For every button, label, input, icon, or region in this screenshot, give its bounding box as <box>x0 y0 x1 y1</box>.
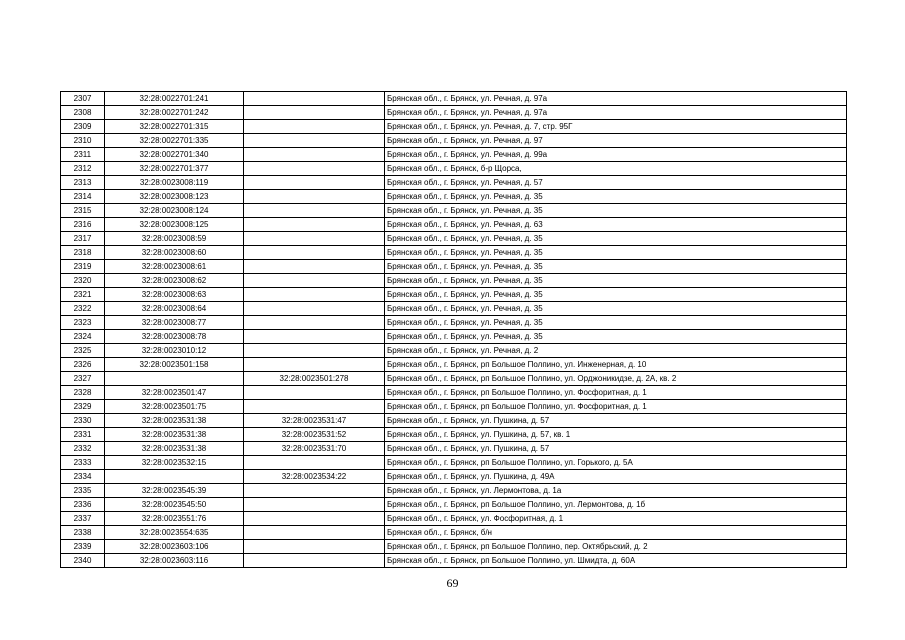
table-row <box>61 148 847 162</box>
row-number-cell: 2315 <box>61 204 105 218</box>
cadastral-number-cell: 32:28:0023545:39 <box>105 484 244 498</box>
cadastral-number-cell: 32:28:0023551:76 <box>105 512 244 526</box>
row-number-cell: 2323 <box>61 316 105 330</box>
secondary-cadastral-number-cell <box>244 148 385 162</box>
table-row <box>61 260 847 274</box>
address-cell: Брянская обл., г. Брянск, ул. Пушкина, д. 57 <box>385 414 847 428</box>
table-row <box>61 106 847 120</box>
secondary-cadastral-number-cell <box>244 526 385 540</box>
cadastral-number-cell: 32:28:0023008:61 <box>105 260 244 274</box>
row-number-cell: 2319 <box>61 260 105 274</box>
row-number-cell: 2335 <box>61 484 105 498</box>
cadastral-number-cell: 32:28:0023008:78 <box>105 330 244 344</box>
address-cell: Брянская обл., г. Брянск, ул. Речная, д. 35 <box>385 274 847 288</box>
secondary-cadastral-number-cell <box>244 386 385 400</box>
secondary-cadastral-number-cell <box>244 246 385 260</box>
table-row <box>61 176 847 190</box>
row-number-cell: 2313 <box>61 176 105 190</box>
table-row <box>61 526 847 540</box>
row-number-cell: 2331 <box>61 428 105 442</box>
address-cell: Брянская обл., г. Брянск, ул. Речная, д. 35 <box>385 330 847 344</box>
secondary-cadastral-number-cell <box>244 344 385 358</box>
address-cell: Брянская обл., г. Брянск, ул. Речная, д. 57 <box>385 176 847 190</box>
address-cell: Брянская обл., г. Брянск, рп Большое Полпино, ул. Фосфоритная, д. 1 <box>385 386 847 400</box>
address-cell: Брянская обл., г. Брянск, ул. Речная, д. 35 <box>385 302 847 316</box>
cadastral-number-cell: 32:28:0023008:125 <box>105 218 244 232</box>
secondary-cadastral-number-cell <box>244 540 385 554</box>
cadastral-number-cell: 32:28:0023554:635 <box>105 526 244 540</box>
secondary-cadastral-number-cell <box>244 288 385 302</box>
cadastral-number-cell: 32:28:0023008:77 <box>105 316 244 330</box>
table-row <box>61 498 847 512</box>
cadastral-number-cell: 32:28:0023008:124 <box>105 204 244 218</box>
table-row <box>61 414 847 428</box>
cadastral-number-cell: 32:28:0023008:60 <box>105 246 244 260</box>
row-number-cell: 2321 <box>61 288 105 302</box>
secondary-cadastral-number-cell <box>244 554 385 568</box>
secondary-cadastral-number-cell <box>244 190 385 204</box>
address-cell: Брянская обл., г. Брянск, ул. Пушкина, д. 57, кв. 1 <box>385 428 847 442</box>
cadastral-number-cell: 32:28:0023501:47 <box>105 386 244 400</box>
row-number-cell: 2329 <box>61 400 105 414</box>
cadastral-number-cell: 32:28:0023008:59 <box>105 232 244 246</box>
table-row <box>61 470 847 484</box>
row-number-cell: 2337 <box>61 512 105 526</box>
secondary-cadastral-number-cell <box>244 106 385 120</box>
cadastral-number-cell: 32:28:0023531:38 <box>105 414 244 428</box>
row-number-cell: 2332 <box>61 442 105 456</box>
table-row <box>61 456 847 470</box>
table-row <box>61 554 847 568</box>
address-cell: Брянская обл., г. Брянск, ул. Речная, д. 7, стр. 95Г <box>385 120 847 134</box>
address-cell: Брянская обл., г. Брянск, рп Большое Полпино, ул. Горького, д. 5А <box>385 456 847 470</box>
secondary-cadastral-number-cell <box>244 204 385 218</box>
cadastral-number-cell: 32:28:0022701:315 <box>105 120 244 134</box>
table-row <box>61 512 847 526</box>
secondary-cadastral-number-cell <box>244 260 385 274</box>
table-row <box>61 288 847 302</box>
address-cell: Брянская обл., г. Брянск, ул. Речная, д. 97а <box>385 92 847 106</box>
table-row <box>61 218 847 232</box>
table-row <box>61 120 847 134</box>
cadastral-number-cell: 32:28:0022701:340 <box>105 148 244 162</box>
row-number-cell: 2340 <box>61 554 105 568</box>
cadastral-number-cell: 32:28:0023545:50 <box>105 498 244 512</box>
address-cell: Брянская обл., г. Брянск, б-р Щорса, <box>385 162 847 176</box>
table-row <box>61 442 847 456</box>
row-number-cell: 2307 <box>61 92 105 106</box>
row-number-cell: 2309 <box>61 120 105 134</box>
cadastral-number-cell: 32:28:0023532:15 <box>105 456 244 470</box>
table-row <box>61 162 847 176</box>
table-row <box>61 372 847 386</box>
row-number-cell: 2334 <box>61 470 105 484</box>
secondary-cadastral-number-cell <box>244 134 385 148</box>
table-body <box>61 92 847 568</box>
row-number-cell: 2327 <box>61 372 105 386</box>
address-cell: Брянская обл., г. Брянск, рп Большое Полпино, ул. Фосфоритная, д. 1 <box>385 400 847 414</box>
address-cell: Брянская обл., г. Брянск, ул. Фосфоритная, д. 1 <box>385 512 847 526</box>
address-cell: Брянская обл., г. Брянск, ул. Речная, д. 99а <box>385 148 847 162</box>
table-row <box>61 246 847 260</box>
secondary-cadastral-number-cell: 32:28:0023531:52 <box>244 428 385 442</box>
cadastral-number-cell: 32:28:0023008:63 <box>105 288 244 302</box>
cadastral-number-cell: 32:28:0022701:377 <box>105 162 244 176</box>
cadastral-number-cell: 32:28:0023008:62 <box>105 274 244 288</box>
address-cell: Брянская обл., г. Брянск, ул. Речная, д. 97 <box>385 134 847 148</box>
secondary-cadastral-number-cell <box>244 120 385 134</box>
address-cell: Брянская обл., г. Брянск, ул. Речная, д. 35 <box>385 204 847 218</box>
table-row <box>61 316 847 330</box>
cadastral-number-cell: 32:28:0022701:335 <box>105 134 244 148</box>
table-row <box>61 540 847 554</box>
row-number-cell: 2333 <box>61 456 105 470</box>
row-number-cell: 2317 <box>61 232 105 246</box>
address-cell: Брянская обл., г. Брянск, рп Большое Полпино, пер. Октябрьский, д. 2 <box>385 540 847 554</box>
secondary-cadastral-number-cell: 32:28:0023531:47 <box>244 414 385 428</box>
row-number-cell: 2336 <box>61 498 105 512</box>
secondary-cadastral-number-cell <box>244 274 385 288</box>
cadastral-number-cell: 32:28:0023531:38 <box>105 428 244 442</box>
cadastral-number-cell: 32:28:0023501:158 <box>105 358 244 372</box>
address-cell: Брянская обл., г. Брянск, рп Большое Полпино, ул. Инженерная, д. 10 <box>385 358 847 372</box>
secondary-cadastral-number-cell: 32:28:0023501:278 <box>244 372 385 386</box>
table-row <box>61 232 847 246</box>
row-number-cell: 2312 <box>61 162 105 176</box>
table-row <box>61 386 847 400</box>
row-number-cell: 2339 <box>61 540 105 554</box>
cadastral-number-cell: 32:28:0023008:64 <box>105 302 244 316</box>
address-cell: Брянская обл., г. Брянск, ул. Речная, д. 35 <box>385 316 847 330</box>
secondary-cadastral-number-cell <box>244 498 385 512</box>
cadastral-number-cell: 32:28:0023008:119 <box>105 176 244 190</box>
row-number-cell: 2330 <box>61 414 105 428</box>
address-cell: Брянская обл., г. Брянск, ул. Речная, д. 63 <box>385 218 847 232</box>
row-number-cell: 2324 <box>61 330 105 344</box>
address-cell: Брянская обл., г. Брянск, ул. Пушкина, д. 57 <box>385 442 847 456</box>
secondary-cadastral-number-cell <box>244 162 385 176</box>
address-cell: Брянская обл., г. Брянск, ул. Речная, д. 35 <box>385 232 847 246</box>
address-cell: Брянская обл., г. Брянск, ул. Речная, д. 35 <box>385 190 847 204</box>
cadastral-number-cell: 32:28:0022701:242 <box>105 106 244 120</box>
table-row <box>61 134 847 148</box>
secondary-cadastral-number-cell <box>244 456 385 470</box>
row-number-cell: 2322 <box>61 302 105 316</box>
row-number-cell: 2320 <box>61 274 105 288</box>
cadastral-number-cell: 32:28:0023501:75 <box>105 400 244 414</box>
address-cell: Брянская обл., г. Брянск, ул. Речная, д. 97а <box>385 106 847 120</box>
secondary-cadastral-number-cell <box>244 92 385 106</box>
secondary-cadastral-number-cell: 32:28:0023531:70 <box>244 442 385 456</box>
row-number-cell: 2308 <box>61 106 105 120</box>
row-number-cell: 2314 <box>61 190 105 204</box>
property-registry-table <box>60 91 847 568</box>
row-number-cell: 2338 <box>61 526 105 540</box>
table-row <box>61 330 847 344</box>
row-number-cell: 2310 <box>61 134 105 148</box>
cadastral-number-cell: 32:28:0023603:106 <box>105 540 244 554</box>
cadastral-number-cell: 32:28:0023603:116 <box>105 554 244 568</box>
secondary-cadastral-number-cell <box>244 358 385 372</box>
secondary-cadastral-number-cell: 32:28:0023534:22 <box>244 470 385 484</box>
secondary-cadastral-number-cell <box>244 400 385 414</box>
secondary-cadastral-number-cell <box>244 484 385 498</box>
secondary-cadastral-number-cell <box>244 218 385 232</box>
table-row <box>61 92 847 106</box>
address-cell: Брянская обл., г. Брянск, б/н <box>385 526 847 540</box>
secondary-cadastral-number-cell <box>244 176 385 190</box>
row-number-cell: 2328 <box>61 386 105 400</box>
table-row <box>61 344 847 358</box>
address-cell: Брянская обл., г. Брянск, ул. Речная, д. 35 <box>385 246 847 260</box>
table-row <box>61 484 847 498</box>
secondary-cadastral-number-cell <box>244 316 385 330</box>
secondary-cadastral-number-cell <box>244 232 385 246</box>
cadastral-number-cell <box>105 372 244 386</box>
address-cell: Брянская обл., г. Брянск, ул. Пушкина, д. 49А <box>385 470 847 484</box>
cadastral-number-cell: 32:28:0022701:241 <box>105 92 244 106</box>
table-row <box>61 428 847 442</box>
cadastral-number-cell: 32:28:0023531:38 <box>105 442 244 456</box>
table-row <box>61 204 847 218</box>
cadastral-number-cell <box>105 470 244 484</box>
secondary-cadastral-number-cell <box>244 512 385 526</box>
address-cell: Брянская обл., г. Брянск, ул. Речная, д. 2 <box>385 344 847 358</box>
table-row <box>61 400 847 414</box>
secondary-cadastral-number-cell <box>244 302 385 316</box>
row-number-cell: 2318 <box>61 246 105 260</box>
address-cell: Брянская обл., г. Брянск, рп Большое Полпино, ул. Шмидта, д. 60А <box>385 554 847 568</box>
table-row <box>61 358 847 372</box>
address-cell: Брянская обл., г. Брянск, ул. Лермонтова, д. 1а <box>385 484 847 498</box>
address-cell: Брянская обл., г. Брянск, рп Большое Полпино, ул. Лермонтова, д. 1б <box>385 498 847 512</box>
cadastral-number-cell: 32:28:0023010:12 <box>105 344 244 358</box>
row-number-cell: 2326 <box>61 358 105 372</box>
page-number: 69 <box>446 576 459 590</box>
row-number-cell: 2316 <box>61 218 105 232</box>
table-row <box>61 190 847 204</box>
cadastral-number-cell: 32:28:0023008:123 <box>105 190 244 204</box>
row-number-cell: 2325 <box>61 344 105 358</box>
secondary-cadastral-number-cell <box>244 330 385 344</box>
row-number-cell: 2311 <box>61 148 105 162</box>
table-row <box>61 274 847 288</box>
table-row <box>61 302 847 316</box>
address-cell: Брянская обл., г. Брянск, ул. Речная, д. 35 <box>385 260 847 274</box>
address-cell: Брянская обл., г. Брянск, ул. Речная, д. 35 <box>385 288 847 302</box>
address-cell: Брянская обл., г. Брянск, рп Большое Полпино, ул. Орджоникидзе, д. 2А, кв. 2 <box>385 372 847 386</box>
